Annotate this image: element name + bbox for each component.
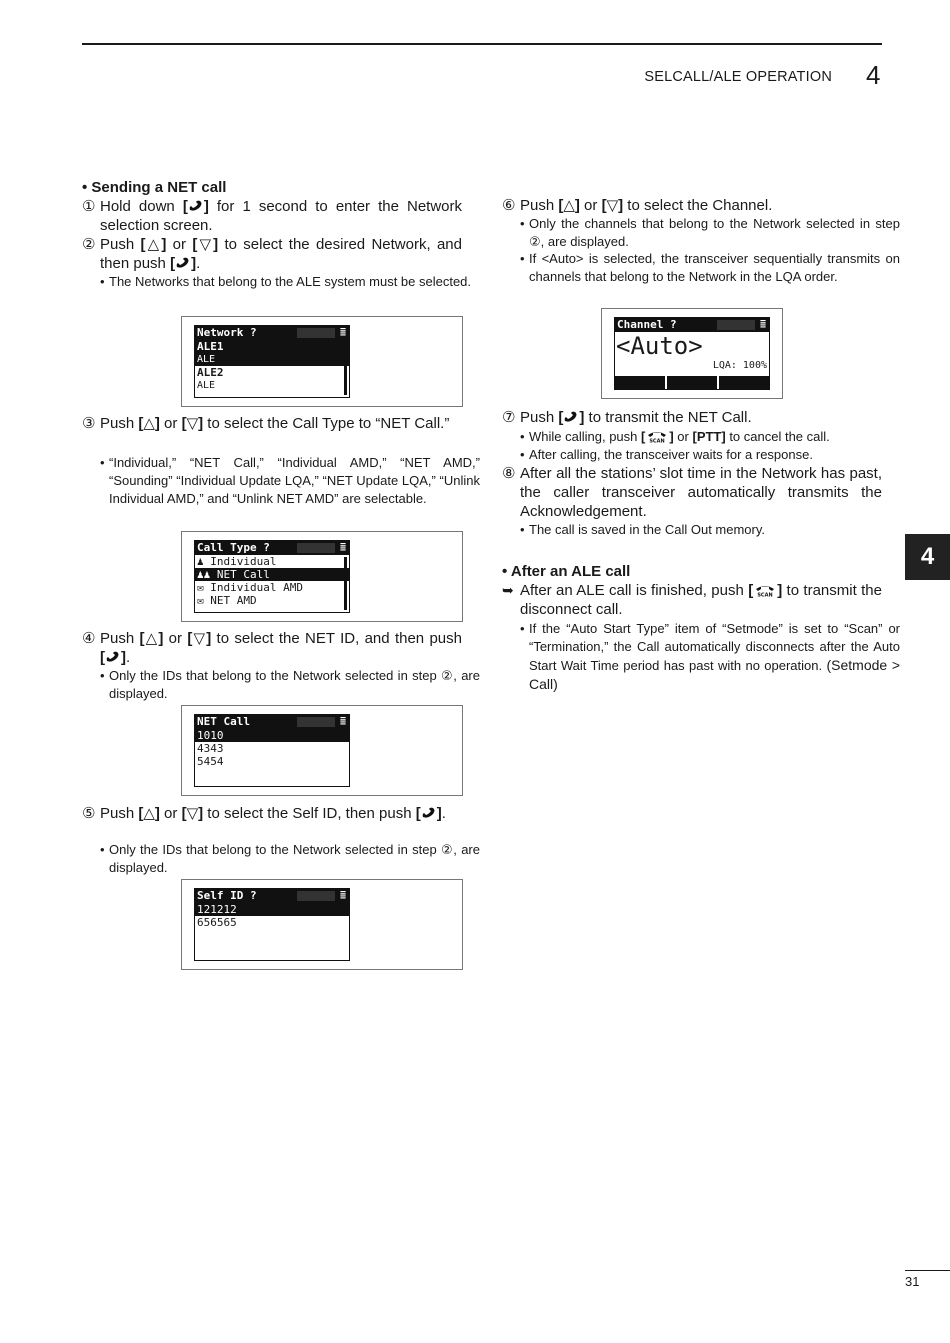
step-7-note-1: • While calling, push [ SCAN ] or [PTT] to cancel the call. [520,429,830,444]
page-number: 31 [905,1274,920,1289]
lcd-row: ♟ Individual [197,555,277,568]
lcd-row: 5454 [197,755,224,768]
lcd-title: Channel ? ≣ [615,318,769,332]
person-icon: ♟ [197,555,204,568]
step-7-note-2: • After calling, the transceiver waits for a response. [520,447,813,462]
step-2-note: • The Networks that belong to the ALE system must be selected. [100,274,472,289]
scan-hangup-key-icon [645,429,669,443]
section-heading-after-ale: • After an ALE call [502,563,631,580]
lcd-row: 121212 [195,903,349,916]
page-number-rule [905,1270,950,1271]
step-8-note: • The call is saved in the Call Out memory. [520,522,766,537]
lcd-channel-screen [601,308,783,399]
step-7: ⑦ Push [ ] to transmit the NET Call. [502,409,752,426]
lcd-title: Call Type ? ≣ [195,541,349,555]
step-4: ④ Push [△] or [▽] to select the NET ID, and then push [ ]. [82,630,462,666]
step-number: ⑦ [502,409,516,426]
step-5: ⑤ Push [△] or [▽] to select the Self ID, then push [ ]. [82,805,446,822]
top-rule [82,43,882,45]
step-number: ④ [82,630,96,647]
lcd-row: ALE1 [195,340,349,353]
scan-hangup-key-icon [753,583,777,597]
lcd-row: ALE [197,380,216,391]
section-heading-net-call: • Sending a NET call [82,179,227,196]
lcd-row: ✉ NET AMD [197,594,257,607]
step-number: ③ [82,415,96,432]
lcd-row: 656565 [197,916,237,929]
section-title: SELCALL/ALE OPERATION [644,69,832,85]
svg-text:SCAN: SCAN [757,592,773,597]
step-6: ⑥ Push [△] or [▽] to select the Channel. [502,197,773,214]
step-6-note-1: • Only the channels that belong to the Network selected in step ②, are displayed. [520,216,900,249]
lcd-selfid-screen [181,879,463,970]
lcd-title: NET Call ≣ [195,715,349,729]
step-3: ③ Push [△] or [▽] to select the Call Type to “NET Call.” [82,415,450,432]
step-number: ② [82,236,96,253]
step-number: ⑤ [82,805,96,822]
phone-key-icon [175,257,191,269]
step-number: ① [82,198,96,215]
step-2: ② Push [△] or [▽] to select the desired Network, and then push [ ]. [82,236,462,272]
phone-key-icon [421,807,437,819]
lcd-row: ♟♟ NET Call [195,568,349,581]
softkey-bar [615,376,769,389]
phone-key-icon [105,651,121,663]
lcd-row: ✉ Individual AMD [197,581,303,594]
step-number: ⑧ [502,465,516,482]
arrow-step-note: • If the “Auto Start Type” item of “Setmode” is set to “Scan” or “Termination,” the Call automatically disconnects after the Auto Start Wait Time period has past with no operation. (Setmode > Call) [520,621,900,692]
lcd-calltype-screen [181,531,463,622]
step-5-note: • Only the IDs that belong to the Network selected in step ②, are displayed. [100,842,480,875]
step-6-note-2: • If <Auto> is selected, the transceiver sequentially transmits on channels that belong to the Network in the LQA order. [520,251,900,284]
step-1: ① Hold down [ ] for 1 second to enter the Network selection screen. [82,198,463,234]
lcd-scrollbar [344,342,347,395]
mail-icon: ✉ [197,581,204,594]
phone-key-icon [563,411,579,423]
channel-value: <Auto> [616,332,703,360]
arrow-icon: ➥ [502,582,514,598]
lcd-title: Network ? ≣ [195,326,349,340]
phone-key-icon [188,200,204,212]
lcd-row: 4343 [197,742,224,755]
chapter-side-tab: 4 [905,534,950,580]
lcd-row: ALE2 [197,366,224,379]
lcd-netcall-screen [181,705,463,796]
arrow-step: ➥ After an ALE call is finished, push [ SCAN ] to transmit the disconnect call. [502,582,882,618]
lcd-row: 1010 [195,729,349,742]
lqa-value: LQA: 100% [712,360,767,371]
step-3-note: • “Individual,” “NET Call,” “Individual AMD,” “NET AMD,” “Sounding” “Individual Update LQA,” “NET Update LQA,” “Unlink Individual AMD,” and “Unlink NET AMD” are selectable. [100,455,480,506]
mail-icon: ✉ [197,594,204,607]
lcd-network-screen [181,316,463,407]
step-number: ⑥ [502,197,516,214]
lcd-title: Self ID ? ≣ [195,889,349,903]
step-4-note: • Only the IDs that belong to the Network selected in step ②, are displayed. [100,668,480,701]
chapter-number: 4 [866,60,881,90]
lcd-scrollbar [344,557,347,610]
lcd-row: ALE [195,353,349,366]
svg-text:SCAN: SCAN [649,438,666,443]
group-icon: ♟♟ [197,568,211,581]
step-8: ⑧ After all the stations’ slot time in the Network has past, the caller transceiver automatically transmits the Acknowledgement. [502,465,882,520]
